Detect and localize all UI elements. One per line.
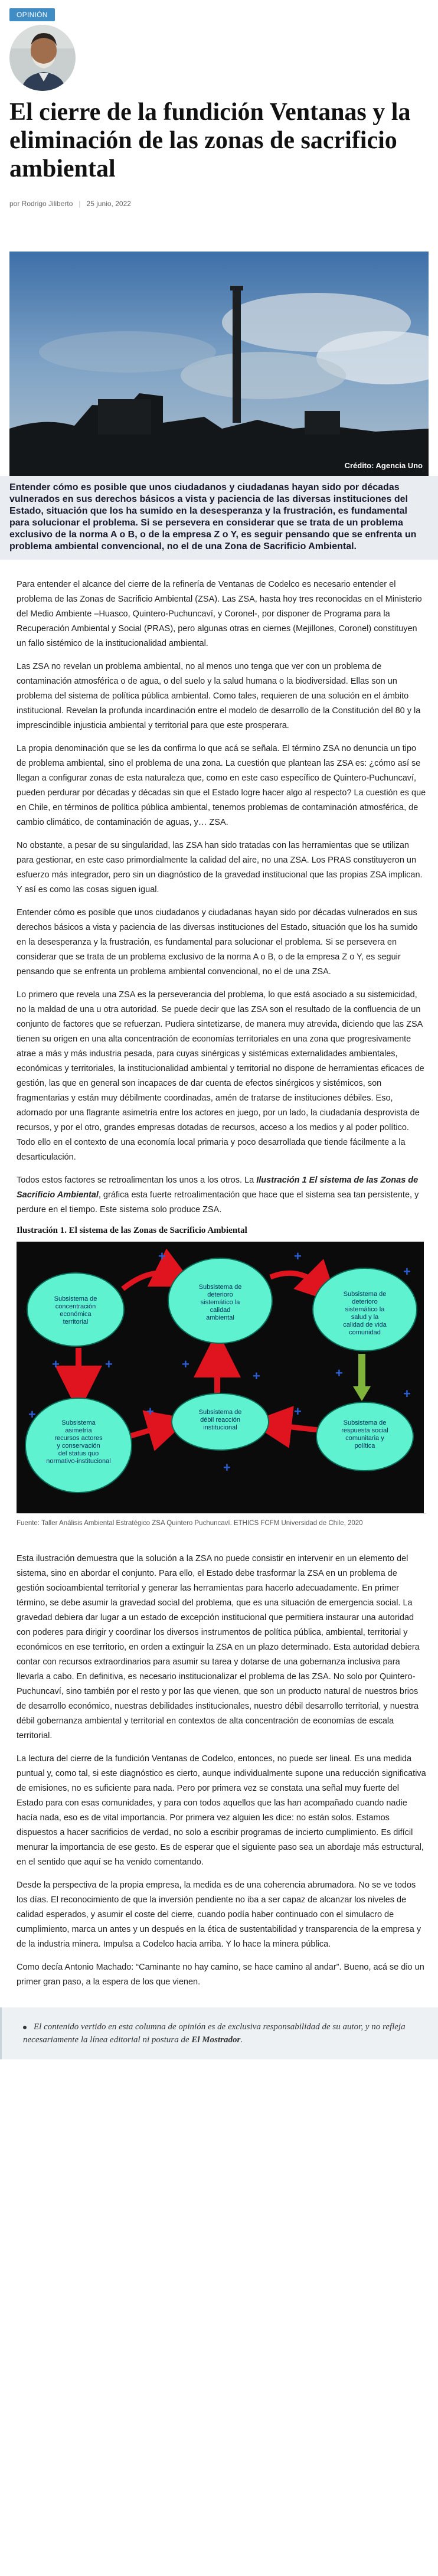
svg-text:+: + [158,1249,166,1263]
disclaimer-box [0,2007,438,2059]
bullet-icon [23,2026,27,2029]
disclaimer-body: El contenido vertido en esta columna de opinión es de exclusiva responsabilidad de su autor, y no refleja necesariamente la línea editorial ni postura de [23,2022,406,2045]
node-economic-concentration [27,1273,124,1346]
svg-text:+: + [28,1407,36,1422]
page-bottom-spacer [0,2059,438,2077]
figure-title: Ilustración 1. El sistema de las Zonas de Sacrificio Ambiental [17,1226,247,1235]
arrow-green-head [353,1386,371,1401]
node-label: Subsistema de concentración económica territorial [54,1295,97,1325]
node-label: Subsistema de deterioro sistemático la calidad ambiental [198,1284,242,1321]
article-header [0,0,438,91]
ref-text-after: , gráfica esta fuerte retroalimentación que hace que el sistema sea tan persistente, y perdure en el tiempo. Este sistema solo produce ZSA. [17,1190,419,1214]
svg-text:+: + [253,1369,260,1383]
article-title: El cierre de la fundición Ventanas y la eliminación de las zonas de sacrificio ambiental [9,99,411,182]
svg-text:+: + [52,1357,60,1372]
disclaimer-text [23,2020,424,2046]
hero-image[interactable] [9,252,429,476]
brand-name[interactable]: El Mostrador [191,2035,241,2045]
author-photo-image [9,25,76,91]
diagram-svg [17,1242,424,1513]
photo-credit: Crédito: Agencia Uno [344,461,423,470]
figure-caption [17,1513,426,1552]
node-actor-asymmetry [25,1398,132,1493]
figure-reference-link[interactable]: Ilustración 1 El sistema de las Zonas de Sacrificio Ambiental [17,1176,419,1200]
paragraph: Desde la perspectiva de la propia empresa, la medida es de una coherencia abrumadora. No se ve todos los días. El reconocimiento de que la inversión pendiente no iba a ser capaz de alcanzar los niveles de calidad esperados, y asumir el coste del cierre, cuando podía haber continuado con el simulacro de cumplimiento, marca un antes y un después en la ética de sustentabilidad y transparencia de la empresa y de la industria minera. Impulsa a Codelco hacia arriba. Y lo hace la minera pública. [17,1880,421,1949]
paragraph: No obstante, a pesar de su singularidad, las ZSA han sido tratadas con las herramientas que se utilizan para gestionar, en este caso primordialmente la calidad del aire, no una ZSA. Los PRAS constituyeron un esfuerzo más integrador, pero sin un diagnóstico de la gravedad institucional que las propias ZSA implican. Y así es como las cosas siguen igual. [17,841,423,894]
node-social-response [316,1402,413,1471]
node-label: Subsistema asimetría recursos actores y conservación del status quo normativo-institucional [46,1419,111,1465]
byline [0,183,438,208]
arrow-response-to-institutional [270,1425,323,1431]
publish-date: 25 junio, 2022 [86,200,131,208]
paragraph: La lectura del cierre de la fundición Ventanas de Codelco, entonces, no puede ser lineal. Es una medida puntual y, como tal, si este diagnóstico es cierto, aunque individualmente supone una reducción significativa de emisiones, no es suficiente para nada. Pero por primera vez se constata una señal muy fuerte del Estado para con esas comunidades, y para con todos aquellos que las han acompañado cuando nadie hacía nada, eso es de vital importancia. Por primera vez alguien les dice: no están solos. Estamos dispuestos a hacer sacrificios de verdad, no solo a escribir programas de incierto cumplimiento. Es difícil menurar la importancia de ese gesto. Es de esperar que el siguiente paso sea un abordaje más estructural, en el sentido que aquí se ha venido comentando. [17,1754,426,1867]
node-label: Subsistema de respuesta social comunitaria y política [341,1419,388,1449]
author-avatar[interactable] [9,25,76,91]
section-badge[interactable]: OPINIÓN [9,8,55,21]
svg-text:+: + [403,1264,411,1279]
figure-source: Fuente: Taller Análisis Ambiental Estratégico ZSA Quintero Puchuncaví. ETHICS FCFM Universidad de Chile, 2020 [17,1513,426,1528]
node-health-deterioration [313,1268,417,1351]
svg-text:+: + [182,1357,189,1372]
disclaimer-end: . [240,2035,243,2045]
svg-text:+: + [335,1366,343,1380]
paragraph-with-figure-ref [17,1173,426,1217]
svg-text:+: + [294,1249,302,1263]
paragraph: Esta ilustración demuestra que la solución a la ZSA no puede consistir en intervenir en un elemento del sistema, sino en abordar el conjunto. Para ello, el Estado debe trasformar la ZSA en un problema de gestión socioambiental territorial y generar las herramientas para hacerlo adecuadamente. En primer término, se debe asumir la gravedad social del problema, que es una situación de emergencia social. La gravedad debiera dar lugar a un estado de excepción institucional que permitiera instaurar una autoridad con poderes para dirigir y coordinar los diversos instrumentos de política pública, ambiental, territorial y económicos en ese territorio, en orden a extinguir la ZSA en un plazo determinado. Esta autoridad debiera contar con recursos extraordinarios para asumir su tarea y dotarse de una gobernanza inclusiva para llevarla a cabo. En definitiva, es necesario institucionalizar el problema de las ZSA. No solo por Quintero-Puchuncaví, sino también por el resto y por las que vienen, que son un producto natural de nuestros brios de desarrollo económico, nuestras debilidades institucionales, nuestro débil desarrollo territorial, y nuestra débil gobernanza ambiental y territorial en contextos de alta concentración de economías de escala territorial. [17,1554,420,1741]
author-name[interactable]: por Rodrigo Jiliberto [9,200,73,208]
article-lead: Entender cómo es posible que unos ciudadanos y ciudadanas hayan sido por décadas vulnerados en sus derechos básicos a vista y paciencia de las diversas instituciones del Estado, situación que los ha sumido en la desesperanza y la frustración, es fundamental para solucionar el problema. Si se persevera en considerar que se trata de un problema exclusivo de la norma A o B, o de la empresa Z o Y, es seguir pensando que se enfrenta un problema ambiental convencional, no el de una Zona de Sacrificio Ambiental. [0,476,438,560]
svg-text:+: + [403,1386,411,1401]
node-environmental-deterioration [168,1258,272,1343]
svg-text:+: + [294,1404,302,1419]
byline-separator: | [79,200,81,208]
system-diagram [17,1242,424,1513]
ref-text-before: Todos estos factores se retroalimentan los unos a los otros. La [17,1176,257,1185]
paragraph: Como decía Antonio Machado: “Caminante no hay camino, se hace camino al andar”. Bueno, acá se dio un primer gran paso, a la espera de los que vienen. [17,1963,424,1987]
node-label: Subsistema de deterioro sistemático la salud y la calidad de vida comunidad [343,1291,387,1336]
arrow-concentration-to-deterioration [123,1273,176,1289]
node-label: Subsistema de débil reacción institucional [198,1409,242,1431]
svg-text:+: + [146,1404,154,1419]
node-weak-institutional-reaction [172,1393,269,1450]
svg-text:+: + [223,1460,231,1475]
paragraph: Para entender el alcance del cierre de la refinería de Ventanas de Codelco es necesario entender el problema de las Zonas de Sacrificio Ambiental (ZSA). Las ZSA, hasta hoy tres reconocidas en el Ministerio del Medio Ambiente –Huasco, Quintero-Puchuncaví, y Coronel-, por disponer de Programa para la Recuperación Ambiental y Social (PRAS), pero algunas otras en ciernes (Mejillones, Coronel) constituyen un fallo sistémico de la institucionalidad ambiental. [17,580,422,648]
svg-text:+: + [105,1357,113,1372]
arrow-asymmetry-to-institutional [129,1425,169,1436]
arrow-deterioration-to-health [270,1273,323,1289]
paragraph: Lo primero que revela una ZSA es la perseverancia del problema, lo que está asociado a su sistemicidad, no la maldad de una u otra autoridad. Se puede decir que las ZSA son el resultado de la confluencia de un conjunto de factores que se refuerzan. Pudiera sintetizarse, de manera muy atrevida, diciendo que las ZSA tienen su origen en una alta concentración de economías territoriales en una zona que progresivamente atrae a más y más industria pesada, para cuyas sinérgicas y sistémicas externalidades ambientales, económicas y territoriales, la institucionalidad ambiental y territorial no dispone de herramientas eficaces de gestión, las que en general son incapaces de dar cuenta de efectos sinérgicos y sistémicos, son fragmentarias y están muy débilmente coordinadas, amén de tratarse de instituciones débiles. Eso, adornado por una flagrante asimetría entre los actores en juego, por un lado, la ciudadanía desprovista de recursos, y por el otro, grandes empresas dotadas de recursos, acceso a los medios y al poder político. Todo ello en el contexto de una economía local primaria y poco desarrollada que tiende fácilmente a la desarticulación. [17,990,424,1162]
paragraph: La propia denominación que se les da confirma lo que acá se señala. El término ZSA no denuncia un tipo de problema ambiental, sino el problema de una zona. La cuestión que plantean las ZSA es: ¿cómo así se llegan a configurar zonas de esta naturaleza que, como en este caso específico de Quintero-Puchuncaví, pueden perdurar por décadas y décadas sin que el Estado logre hacer algo al respecto? La cuestión es que en Chile, en términos de política pública ambiental, tenemos problemas de contaminación atmosférica, de cambio climático, de contaminación de aguas, y… ZSA. [17,744,426,827]
article-body [0,560,438,1990]
paragraph: Entender cómo es posible que unos ciudadanos y ciudadanas hayan sido por décadas vulnerados en sus derechos básicos a vista y paciencia de las diversas instituciones del Estado, situación que los ha sumido en la desesperanza y la frustración, es fundamental para solucionar el problema. Si se persevera en considerar que se trata de un problema exclusivo de la norma A o B, o de la empresa Z o Y, es seguir pensando que se enfrenta un problema ambiental convencional, no el de una ZSA. [17,908,418,977]
paragraph: Las ZSA no revelan un problema ambiental, no al menos uno tenga que ver con un problema de contaminación atmosférica o de agua, o del suelo y la salud humana o la biodiversidad. Ellas son un problema del sistema de política pública ambiental. Como tales, requieren de una solución en el ámbito institucional. Revelan la profunda incardinación entre el modelo de desarrollo de la Constitución del 80 y la imprescindible injusticia ambiental y territorial para que este prosperara. [17,662,421,730]
hero-photo [9,252,429,476]
